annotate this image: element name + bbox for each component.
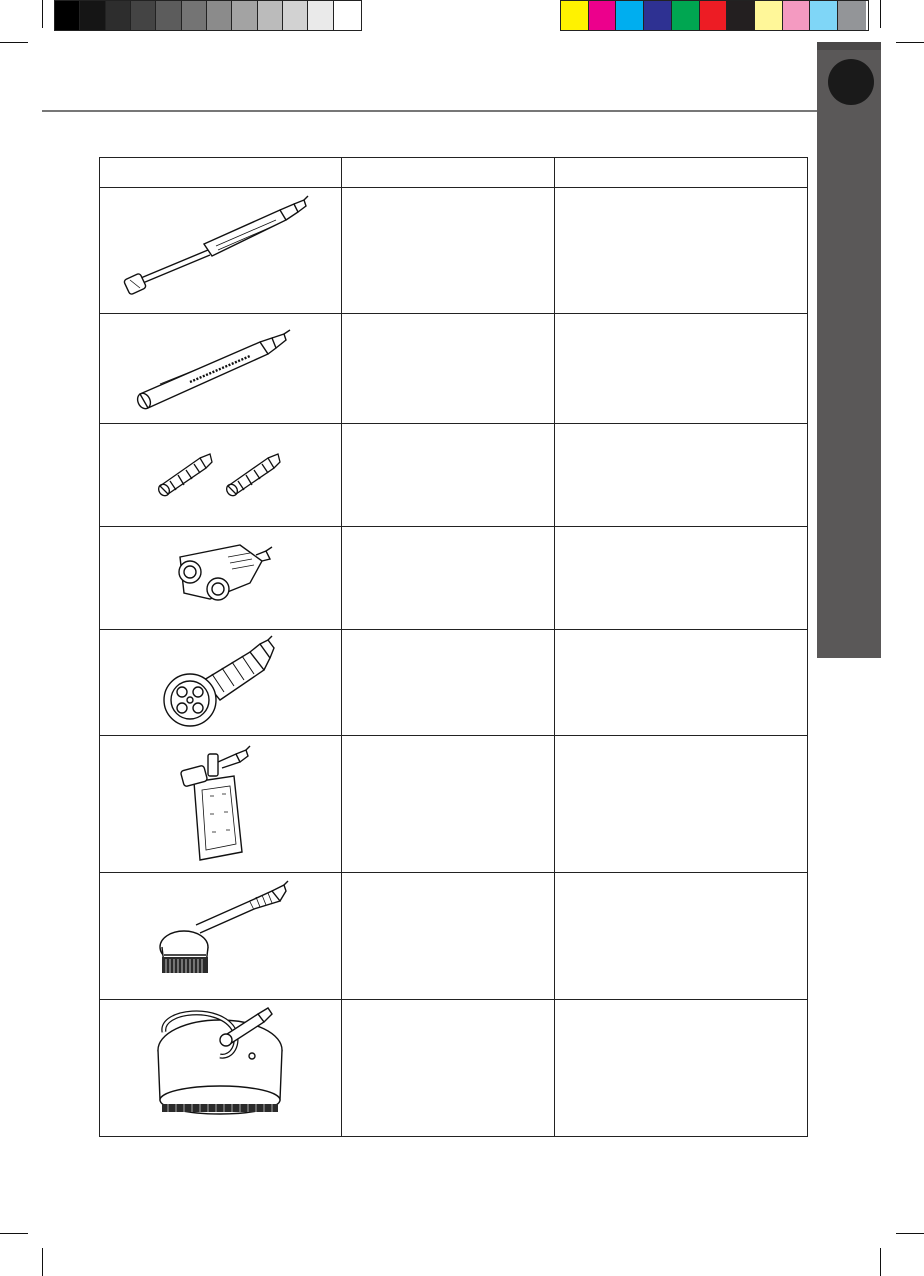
row-image-cell [100, 873, 342, 1000]
patio-cleaner-icon [100, 1000, 341, 1136]
row-name-cell [342, 188, 555, 314]
grayscale-swatch [207, 1, 232, 30]
color-swatch [616, 1, 644, 30]
color-swatch [672, 1, 700, 30]
row-image-cell [100, 736, 342, 873]
row-description-cell [555, 736, 808, 873]
grayscale-swatch [55, 1, 80, 30]
row-image-cell [100, 527, 342, 630]
color-swatch [561, 1, 589, 30]
row-description-cell [555, 630, 808, 736]
crop-mark-bottom-right-vertical [880, 1248, 881, 1276]
row-image-cell [100, 314, 342, 424]
color-swatch [727, 1, 755, 30]
crop-mark-bottom-left-vertical [42, 1248, 43, 1276]
row-name-cell [342, 736, 555, 873]
header-cell-image [100, 158, 342, 188]
grayscale-swatch [156, 1, 181, 30]
header-cell-description [555, 158, 808, 188]
row-description-cell [555, 1000, 808, 1137]
table-header-row [100, 158, 808, 188]
table-row [100, 736, 808, 873]
row-image-cell [100, 630, 342, 736]
header-rule [42, 110, 817, 112]
table-row [100, 527, 808, 630]
crop-mark-top-right-horizontal [896, 42, 924, 43]
row-name-cell [342, 873, 555, 1000]
grayscale-swatch [232, 1, 257, 30]
grayscale-swatch [308, 1, 333, 30]
crop-mark-bottom-left-horizontal [0, 1233, 28, 1234]
color-calibration-bar [560, 0, 869, 31]
grayscale-swatch [106, 1, 131, 30]
table-row [100, 1000, 808, 1137]
color-swatch [700, 1, 728, 30]
foam-nozzle-bottle-icon [100, 736, 341, 872]
row-name-cell [342, 424, 555, 527]
grayscale-swatch [334, 1, 359, 30]
row-description-cell [555, 314, 808, 424]
color-swatch [589, 1, 617, 30]
language-side-tab [817, 42, 881, 658]
table-row [100, 630, 808, 736]
crop-mark-bottom-right-horizontal [896, 1233, 924, 1234]
row-description-cell [555, 424, 808, 527]
row-name-cell [342, 1000, 555, 1137]
header-cell-name [342, 158, 555, 188]
row-image-cell [100, 424, 342, 527]
row-description-cell [555, 527, 808, 630]
grayscale-swatch [182, 1, 207, 30]
color-swatch [644, 1, 672, 30]
grayscale-swatch [131, 1, 156, 30]
table-row [100, 188, 808, 314]
side-tab-top-edge [817, 42, 881, 50]
rotary-wash-brush-icon [100, 873, 341, 999]
accessories-table [99, 157, 808, 1137]
row-name-cell [342, 527, 555, 630]
crop-mark-top-left-vertical [42, 0, 43, 28]
spray-lance-icon [100, 188, 341, 313]
twin-nozzle-adapter-icon [100, 527, 341, 629]
row-image-cell [100, 1000, 342, 1137]
row-image-cell [100, 188, 342, 314]
color-swatch [783, 1, 811, 30]
table-row [100, 873, 808, 1000]
language-marker-dot [828, 59, 874, 105]
grayscale-calibration-bar [54, 0, 362, 31]
row-description-cell [555, 188, 808, 314]
table-row [100, 424, 808, 527]
rotary-nozzle-pair-icon [100, 424, 341, 526]
row-name-cell [342, 314, 555, 424]
dirt-blaster-lance-icon [100, 314, 341, 423]
crop-mark-top-right-vertical [880, 0, 881, 28]
multi-jet-nozzle-icon [100, 630, 341, 735]
color-swatch [838, 1, 866, 30]
row-name-cell [342, 630, 555, 736]
table-row [100, 314, 808, 424]
grayscale-swatch [258, 1, 283, 30]
color-swatch [810, 1, 838, 30]
grayscale-swatch [80, 1, 105, 30]
grayscale-swatch [283, 1, 308, 30]
row-description-cell [555, 873, 808, 1000]
color-swatch [755, 1, 783, 30]
crop-mark-top-left-horizontal [0, 42, 28, 43]
